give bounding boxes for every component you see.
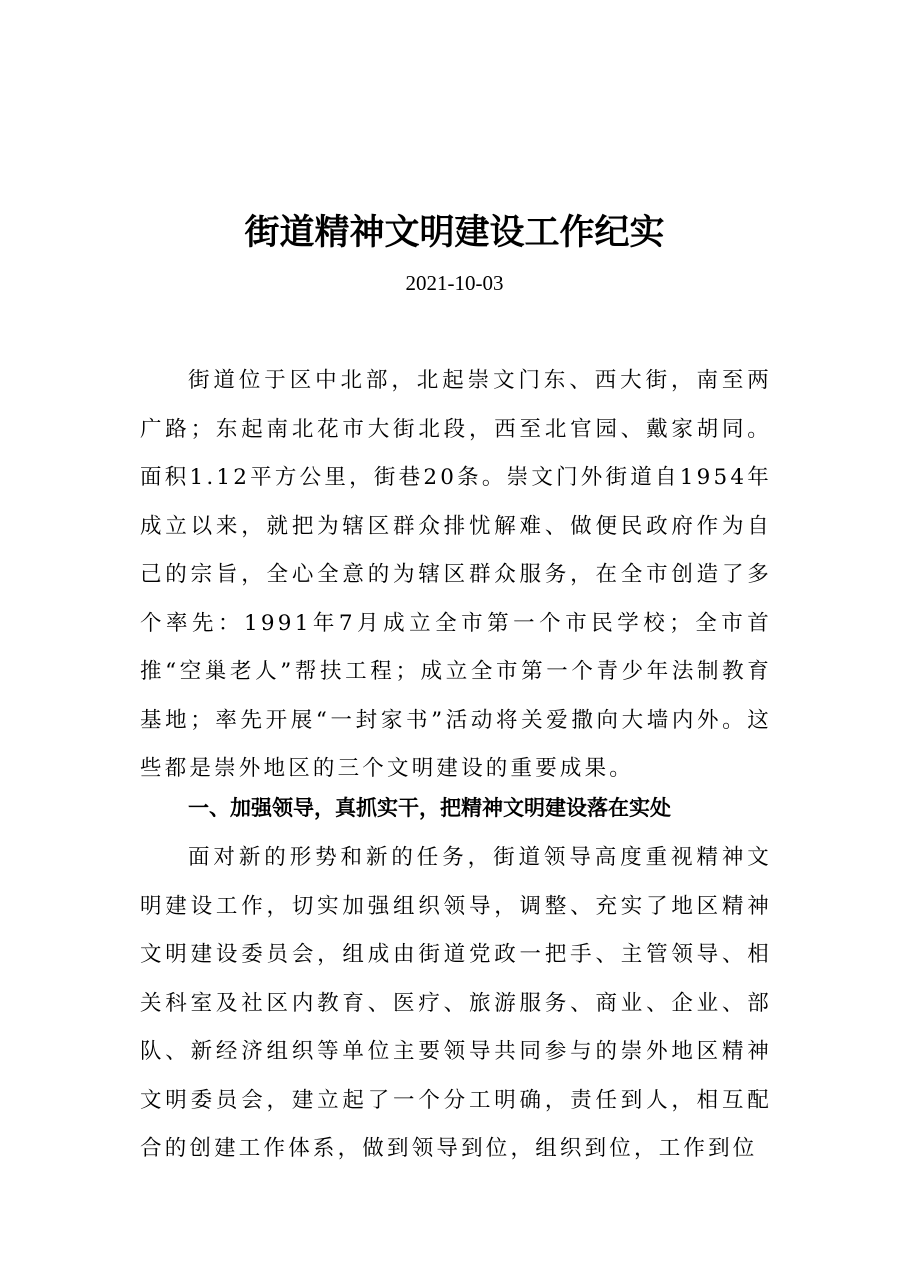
document-date: 2021-10-03 xyxy=(405,271,504,295)
section-heading: 一、加强领导，真抓实干，把精神文明建设落在实处 xyxy=(188,796,671,820)
body-paragraph-intro: 街道位于区中北部，北起崇文门东、西大街，南至两广路；东起南北花市大街北段，西至北官园、戴家胡同。面积1.12平方公里，街巷20条。崇文门外街道自1954年成立以来，就把为辖区群众排忧解难、做便民政府作为自己的宗旨，全心全意的为辖区群众服务，在全市创造了多个率先：1991年7月成立全市第一个市民学校；全市首推“空巢老人”帮扶工程；成立全市第一个青少年法制教育基地；率先开展“一封家书”活动将关爱撒向大墙内外。这些都是崇外地区的三个文明建设的重要成果。 xyxy=(140,368,772,781)
body-paragraph-section-1: 面对新的形势和新的任务，街道领导高度重视精神文明建设工作，切实加强组织领导，调整、充实了地区精神文明建设委员会，组成由街道党政一把手、主管领导、相关科室及社区内教育、医疗、旅游服务、商业、企业、部队、新经济组织等单位主要领导共同参与的崇外地区精神文明委员会，建立起了一个分工明确，责任到人，相互配合的创建工作体系，做到领导到位，组织到位，工作到位 xyxy=(140,845,772,1161)
document-title: 街道精神文明建设工作纪实 xyxy=(244,213,665,253)
